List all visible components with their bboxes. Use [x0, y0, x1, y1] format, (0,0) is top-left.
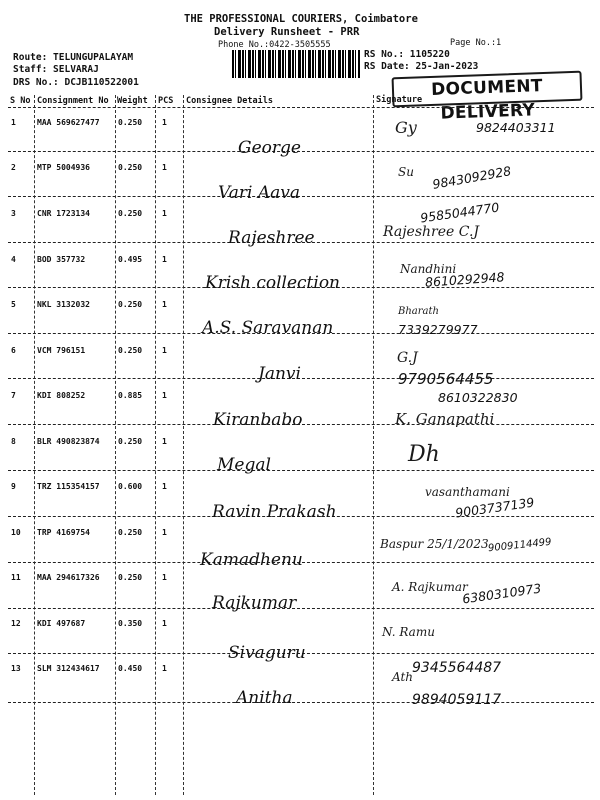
row-pcs: 1 — [162, 118, 167, 127]
row-consignee: A.S. Saravanan — [202, 318, 334, 338]
row-weight: 0.885 — [118, 391, 143, 400]
row-weight: 0.250 — [118, 118, 143, 127]
row-weight: 0.450 — [118, 664, 143, 673]
row-consignee: Rajkumar — [212, 593, 297, 613]
row-sno: 12 — [11, 619, 21, 628]
row-pcs: 1 — [162, 346, 167, 355]
column-divider — [183, 95, 184, 795]
row-pcs: 1 — [162, 163, 167, 172]
row-consignee: Rajeshree — [228, 228, 315, 248]
row-phone: 8610322830 — [438, 390, 518, 405]
row-sno: 13 — [11, 664, 21, 673]
row-weight: 0.250 — [118, 300, 143, 309]
row-sno: 4 — [11, 255, 16, 264]
col-weight: Weight — [117, 96, 148, 106]
row-consignee: Krish collection — [205, 273, 341, 293]
row-signature: Ath — [392, 670, 414, 684]
row-sno: 5 — [11, 300, 16, 309]
row-phone: 9345564487 9894059117 — [412, 660, 502, 708]
row-signature: Su — [398, 165, 414, 179]
row-weight: 0.250 — [118, 346, 143, 355]
row-pcs: 1 — [162, 391, 167, 400]
row-consignee: Ravin Prakash — [212, 502, 337, 522]
row-weight: 0.250 — [118, 163, 143, 172]
row-separator — [8, 196, 594, 197]
col-pcs: PCS — [158, 96, 174, 106]
row-sno: 7 — [11, 391, 16, 400]
row-consignee: Kiranbabo — [213, 410, 303, 430]
row-signature: Bharath — [398, 306, 439, 317]
row-signature: Dh — [408, 442, 440, 467]
row-consignee: Janvi — [258, 364, 301, 384]
row-phone: 9790564455 — [398, 370, 494, 388]
row-phone: 9009114499 — [487, 536, 553, 555]
row-consignee: Kamadhenu — [200, 550, 303, 570]
row-separator — [8, 470, 594, 471]
row-weight: 0.250 — [118, 573, 143, 582]
row-pcs: 1 — [162, 255, 167, 264]
row-consignment-no: TRZ 115354157 — [37, 482, 100, 491]
runsheet-title: Delivery Runsheet - PRR — [214, 26, 360, 38]
row-signature: Rajeshree C.J — [383, 224, 480, 240]
row-sno: 11 — [11, 573, 21, 582]
row-phone: 9843092928 — [431, 163, 513, 192]
drs-number: DRS No.: DCJB110522001 — [13, 77, 139, 88]
row-consignment-no: CNR 1723134 — [37, 209, 90, 218]
rs-number: RS No.: 1105220 — [364, 49, 450, 60]
row-phone: 9585044770 — [419, 199, 501, 226]
row-consignment-no: MAA 294617326 — [37, 573, 100, 582]
column-divider — [34, 95, 35, 795]
row-consignee: Anitha — [236, 688, 293, 708]
row-weight: 0.250 — [118, 209, 143, 218]
row-consignment-no: NKL 3132032 — [37, 300, 90, 309]
row-signature: vasanthamani — [425, 485, 510, 499]
row-consignment-no: MTP 5004936 — [37, 163, 90, 172]
row-pcs: 1 — [162, 209, 167, 218]
row-separator — [8, 608, 594, 609]
row-consignment-no: VCM 796151 — [37, 346, 86, 355]
row-sno: 10 — [11, 528, 21, 537]
row-sno: 6 — [11, 346, 16, 355]
row-weight: 0.350 — [118, 619, 143, 628]
row-signature: Gy — [395, 118, 417, 137]
row-phone: 7339279977 — [398, 322, 478, 337]
row-sno: 9 — [11, 482, 16, 491]
row-pcs: 1 — [162, 664, 167, 673]
row-phone: 9003737139 — [454, 494, 536, 521]
row-weight: 0.600 — [118, 482, 143, 491]
phone-number: Phone No.:0422-3505555 — [218, 40, 331, 50]
row-consignment-no: KDI 497687 — [37, 619, 86, 628]
row-consignment-no: TRP 4169754 — [37, 528, 90, 537]
row-pcs: 1 — [162, 482, 167, 491]
row-pcs: 1 — [162, 300, 167, 309]
row-consignment-no: BLR 490823874 — [37, 437, 100, 446]
row-consignment-no: KDI 808252 — [37, 391, 86, 400]
row-phone: 8610292948 — [424, 269, 505, 290]
company-title: THE PROFESSIONAL COURIERS, Coimbatore — [184, 13, 418, 25]
route-label: Route: TELUNGUPALAYAM — [13, 52, 134, 63]
row-consignment-no: SLM 312434617 — [37, 664, 100, 673]
row-signature: Baspur 25/1/2023 — [380, 537, 489, 551]
row-phone: 9824403311 — [476, 120, 556, 135]
row-signature: G.J — [397, 350, 418, 366]
row-consignee: Vari Aava — [218, 183, 300, 203]
row-separator — [8, 107, 594, 108]
page-number: Page No.:1 — [450, 38, 502, 48]
rs-date: RS Date: 25-Jan-2023 — [364, 61, 479, 72]
row-pcs: 1 — [162, 573, 167, 582]
row-consignee: Megal — [217, 455, 271, 475]
row-separator — [8, 151, 594, 152]
row-weight: 0.250 — [118, 528, 143, 537]
row-consignment-no: MAA 569627477 — [37, 118, 100, 127]
row-separator — [8, 378, 594, 379]
row-sno: 1 — [11, 118, 16, 127]
col-sno: S No — [10, 96, 31, 106]
row-signature: Nandhini — [400, 262, 457, 276]
row-weight: 0.250 — [118, 437, 143, 446]
row-pcs: 1 — [162, 437, 167, 446]
row-phone: 6380310973 — [461, 580, 543, 607]
col-consignee: Consignee Details — [186, 96, 273, 106]
row-weight: 0.495 — [118, 255, 143, 264]
column-divider — [115, 95, 116, 795]
row-signature: K. Ganapathi — [395, 410, 495, 428]
row-sno: 2 — [11, 163, 16, 172]
row-signature: N. Ramu — [382, 625, 435, 639]
column-divider — [155, 95, 156, 795]
row-pcs: 1 — [162, 619, 167, 628]
row-pcs: 1 — [162, 528, 167, 537]
row-consignee: George — [238, 138, 301, 158]
document-delivery-stamp: DOCUMENT DELIVERY — [392, 71, 583, 108]
col-consignment: Consignment No — [37, 96, 109, 106]
row-sno: 3 — [11, 209, 16, 218]
col-signature: Signature — [376, 95, 423, 105]
row-sno: 8 — [11, 437, 16, 446]
row-consignment-no: BOD 357732 — [37, 255, 86, 264]
staff-label: Staff: SELVARAJ — [13, 64, 99, 75]
barcode — [232, 50, 360, 78]
row-signature: A. Rajkumar — [392, 580, 468, 594]
row-consignee: Sivaguru — [228, 643, 306, 663]
column-divider — [373, 95, 374, 795]
